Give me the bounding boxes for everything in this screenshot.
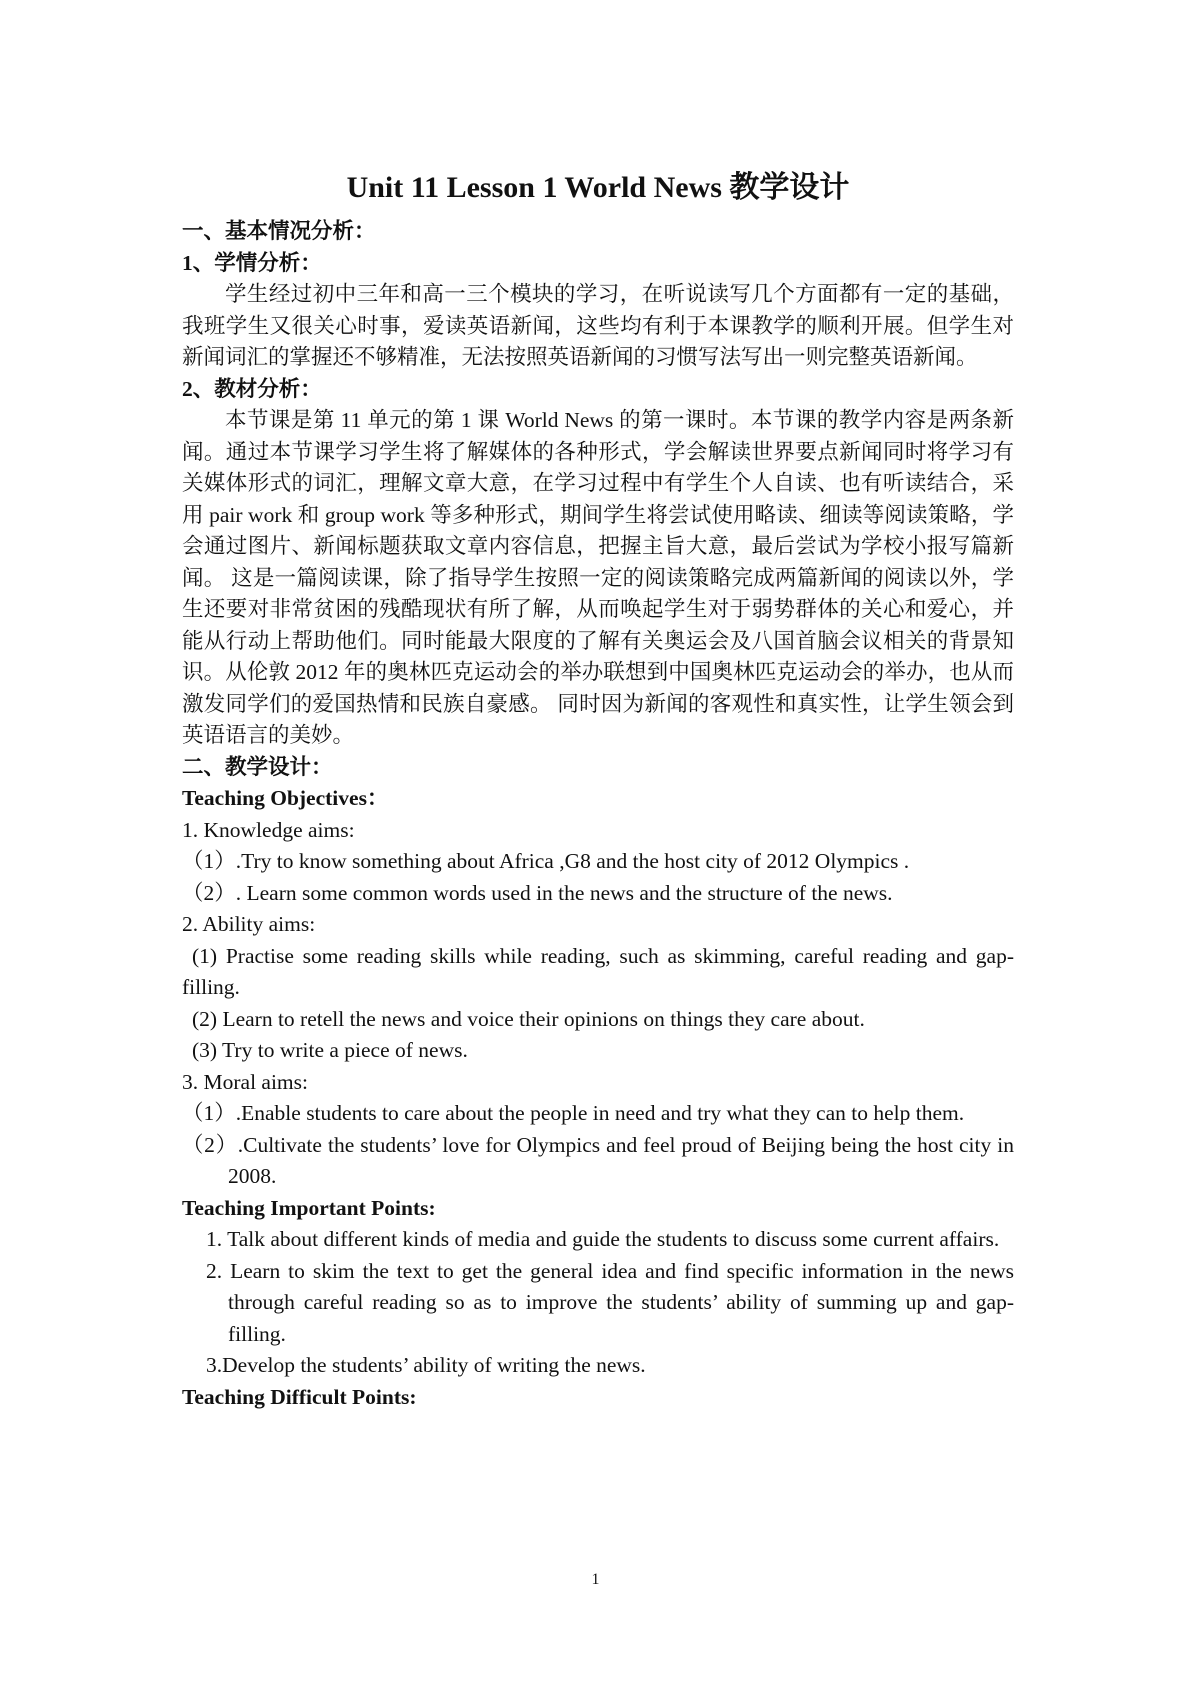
important-point-item: 2. Learn to skim the text to get the general idea and find specific information in the news through careful reading so as to improve the students’ ability of summing up and gap-filling. xyxy=(206,1258,1014,1346)
important-point-item: 1. Talk about different kinds of media and guide the students to discuss some current affairs. xyxy=(206,1227,1000,1251)
section-heading-teaching-design: 二、教学设计： xyxy=(182,754,333,779)
paragraph-student-analysis: 学生经过初中三年和高一三个模块的学习，在听说读写几个方面都有一定的基础，我班学生又很关心时事，爱读英语新闻，这些均有利于本课教学的顺利开展。但学生对新闻词汇的掌握还不够精准，无法按照英语新闻的习惯写法写出一则完整英语新闻。 xyxy=(182,282,1014,369)
ability-aim-item: (2) Learn to retell the news and voice their opinions on things they care about. xyxy=(192,1006,865,1031)
page-number: 1 xyxy=(591,1571,600,1588)
heading-difficult-points: Teaching Difficult Points: xyxy=(182,1384,417,1409)
heading-teaching-objectives: Teaching Objectives： xyxy=(182,786,389,810)
ability-aim-item: (1) Practise some reading skills while reading, such as skimming, careful reading and gap-filling. xyxy=(182,943,1014,999)
subheading-student-analysis: 1、学情分析： xyxy=(182,250,322,275)
moral-aim-item: （2）.Cultivate the students’ love for Olympics and feel proud of Beijing being the host city in 2008. xyxy=(182,1132,1014,1188)
important-point-item: 3.Develop the students’ ability of writing the news. xyxy=(206,1353,646,1377)
knowledge-aim-item: （1）.Try to know something about Africa ,G8 and the host city of 2012 Olympics . xyxy=(182,849,910,873)
section-heading-basic-analysis: 一、基本情况分析： xyxy=(182,219,376,243)
ability-aim-item: (3) Try to write a piece of news. xyxy=(192,1038,468,1062)
paragraph-material-analysis: 本节课是第 11 单元的第 1 课 World News 的第一课时。本节课的教学内容是两条新闻。通过本节课学习学生将了解媒体的各种形式，学会解读世界要点新闻同时将学习有关媒体形式的词汇，理解文章大意，在学习过程中有学生个人自读、也有听读结合，采用 pair work 和 group work 等多种形式，期间学生将尝试使用略读、细读等阅读策略，学会通过图片、新闻标题获取文章内容信息，把握主旨大意，最后尝试为学校小报写篇新闻。 这是一篇阅读课，除了指导学生按照一定的阅读策略完成两篇新闻的阅读以外，学生还要对非常贫困的残酷现状有所了解，从而唤起学生对于弱势群体的关心和爱心，并能从行动上帮助他们。同时能最大限度的了解有关奥运会及八国首脑会议相关的背景知识。从伦敦 2012 年的奥林匹克运动会的举办联想到中国奥林匹克运动会的举办，也从而激发同学们的爱国热情和民族自豪感。 同时因为新闻的客观性和真实性，让学生领会到英语语言的美妙。 xyxy=(182,408,1014,747)
moral-aim-item: （1）.Enable students to care about the people in need and try what they can to help them. xyxy=(182,1101,965,1125)
heading-important-points: Teaching Important Points: xyxy=(182,1195,436,1220)
label-ability-aims: 2. Ability aims: xyxy=(182,912,316,936)
subheading-material-analysis: 2、教材分析： xyxy=(182,376,322,401)
knowledge-aim-item: （2）. Learn some common words used in the news and the structure of the news. xyxy=(182,880,893,905)
label-knowledge-aims: 1. Knowledge aims: xyxy=(182,817,355,842)
document-page xyxy=(182,168,1014,1413)
label-moral-aims: 3. Moral aims: xyxy=(182,1069,308,1094)
document-title: Unit 11 Lesson 1 World News 教学设计 xyxy=(346,171,850,204)
